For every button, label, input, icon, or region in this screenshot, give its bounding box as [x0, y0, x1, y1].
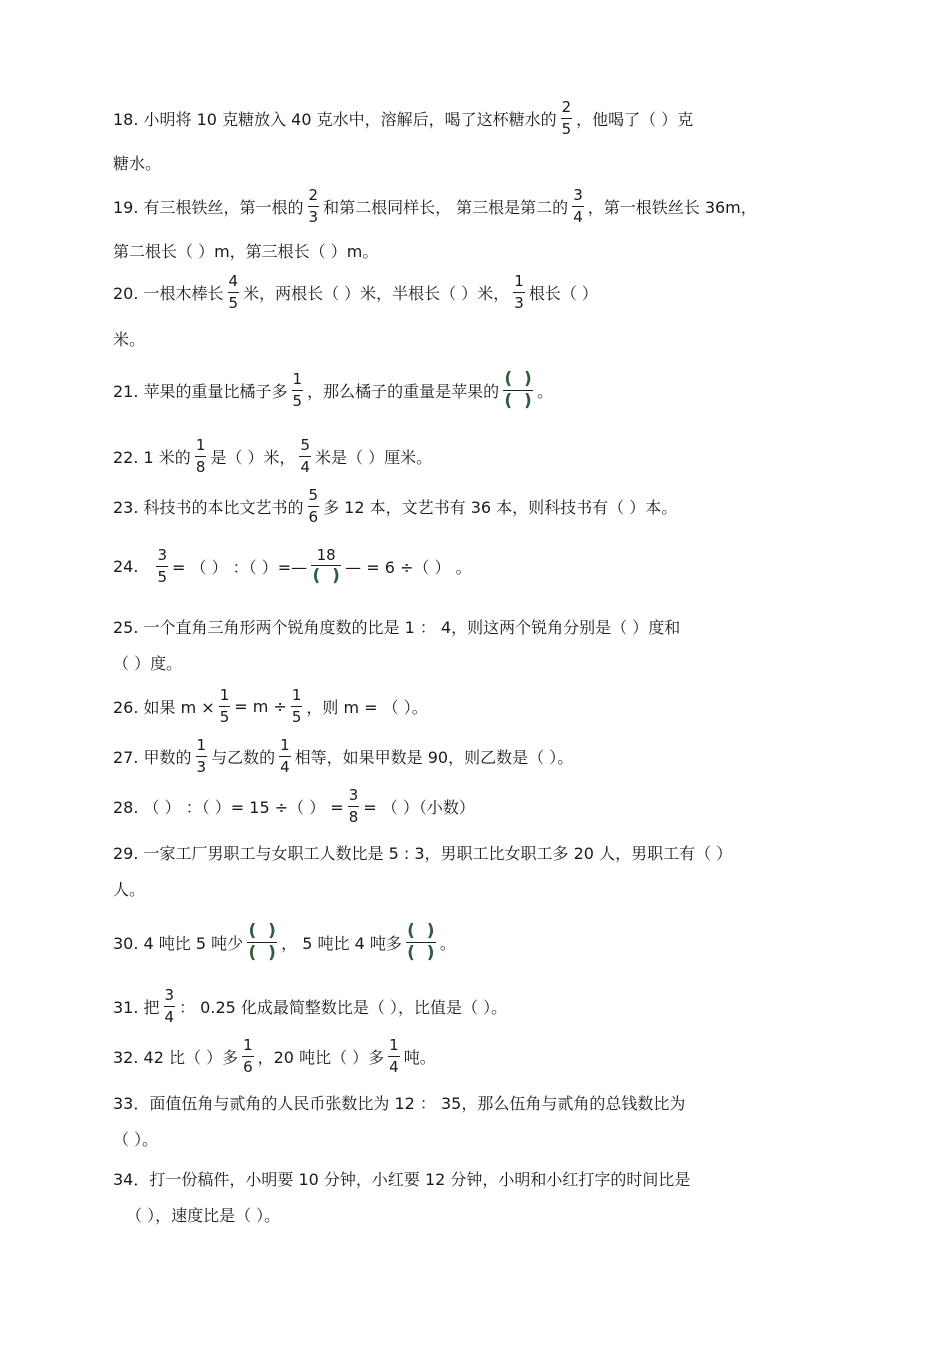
q26-text-a: 26. 如果 m ×: [113, 697, 215, 717]
q31-text-b: ： 0.25 化成最简整数比是（ ），比值是（ ）。: [179, 997, 508, 1017]
q27-text-a: 27. 甲数的: [113, 747, 192, 767]
q20-fraction-2: $\frac{1}{3}$: [514, 271, 524, 312]
q20-fraction-1: $\frac{4}{5}$: [228, 271, 239, 312]
q21-fraction: $\frac{1}{5}$: [292, 369, 303, 410]
q28-fraction: $\frac{3}{8}$: [348, 785, 359, 826]
q26-fraction-1: $\frac{1}{5}$: [219, 685, 230, 726]
q20-text-b: 米，两根长（ ）米，半根长（ ）米，: [243, 283, 510, 303]
q24-blank-fraction[interactable]: $\frac{18}{( )}$: [312, 545, 340, 586]
q25-text-b: （ ）度。: [113, 653, 183, 673]
q30-text-b: ， 5 吨比 4 吨多: [281, 933, 402, 953]
q30-text-a: 30. 4 吨比 5 吨少: [113, 933, 244, 953]
q31-text-a: 31. 把: [113, 997, 160, 1017]
q24-text-a: 24.: [113, 556, 139, 576]
q21-text-b: ，那么橘子的重量是苹果的: [307, 381, 500, 401]
q30-text-c: 。: [439, 933, 456, 953]
question-34-cont: [126, 1192, 851, 1236]
q32-fraction-1: $\frac{1}{6}$: [243, 1035, 253, 1076]
q22-text-a: 22. 1 米的: [113, 447, 191, 467]
q32-text-c: 吨。: [403, 1047, 436, 1067]
q24-text-b: = （ ） ：（ ）=—: [172, 557, 308, 577]
question-33-cont: [113, 1116, 838, 1160]
question-21: [113, 368, 838, 412]
q21-text-a: 21. 苹果的重量比橘子多: [113, 381, 288, 401]
q29-text-a: 29. 一家工厂男职工与女职工人数比是 5 : 3，男职工比女职工多 20 人，男职工有（ ）: [113, 843, 733, 863]
question-19-cont: [113, 228, 838, 272]
q21-text-c: 。: [537, 381, 554, 401]
q33-text-b: （ ）。: [113, 1129, 159, 1149]
q34-text-a: 34．打一份稿件，小明要 10 分钟，小红要 12 分钟，小明和小红打字的时间比是: [113, 1169, 691, 1189]
q32-text-b: ，20 吨比（ ）多: [257, 1047, 385, 1067]
q27-fraction-1: $\frac{1}{3}$: [196, 735, 207, 776]
q23-fraction: $\frac{5}{6}$: [308, 485, 319, 526]
q18-text-c: 糖水。: [113, 153, 162, 173]
q31-fraction: $\frac{3}{4}$: [164, 985, 175, 1026]
q22-text-c: 米是（ ）厘米。: [315, 447, 433, 467]
q19-fraction-1: $\frac{2}{3}$: [308, 185, 319, 226]
question-18: [113, 96, 838, 140]
q19-text-d: 第二根长（ ）m，第三根长（ ）m。: [113, 241, 379, 261]
q21-blank-fraction[interactable]: $\frac{( )}{( )}$: [504, 368, 532, 411]
q28-text-b: = （ ）（小数）: [363, 797, 475, 817]
q23-text-a: 23. 科技书的本比文艺书的: [113, 497, 304, 517]
q26-text-b: = m ÷: [234, 696, 287, 716]
question-31: [113, 984, 838, 1028]
question-22: [113, 434, 838, 478]
question-24: [113, 544, 838, 588]
q32-fraction-2: $\frac{1}{4}$: [389, 1035, 399, 1076]
q18-text-b: ，他喝了（ ）克: [576, 109, 694, 129]
q26-fraction-2: $\frac{1}{5}$: [291, 685, 302, 726]
q28-text-a: 28. （ ） ：（ ）= 15 ÷（ ） =: [113, 797, 344, 817]
q19-text-a: 19. 有三根铁丝，第一根的: [113, 197, 304, 217]
question-30: [113, 920, 838, 964]
q29-text-b: 人。: [113, 879, 146, 899]
q24-text-c: — = 6 ÷（ ） 。: [345, 557, 472, 577]
question-32: [113, 1034, 838, 1078]
question-20: [113, 270, 838, 314]
question-27: [113, 734, 838, 778]
question-19: [113, 184, 838, 228]
q25-text-a: 25. 一个直角三角形两个锐角度数的比是 1 ： 4，则这两个锐角分别是（ ）度和: [113, 617, 681, 637]
q19-text-c: ，第一根铁丝长 36m，: [587, 197, 757, 217]
q27-text-c: 相等，如果甲数是 90，则乙数是（ ）。: [294, 747, 574, 767]
q22-text-b: 是（ ）米，: [210, 447, 296, 467]
q27-fraction-2: $\frac{1}{4}$: [280, 735, 290, 776]
q22-fraction-2: $\frac{5}{4}$: [300, 435, 310, 476]
question-18-cont: [113, 140, 838, 184]
question-28: [113, 784, 838, 828]
q22-fraction-1: $\frac{1}{8}$: [195, 435, 206, 476]
q30-blank-fraction-1[interactable]: $\frac{( )}{( )}$: [248, 920, 276, 963]
question-25-cont: [113, 640, 838, 684]
q20-text-a: 20. 一根木棒长: [113, 283, 224, 303]
q26-text-c: ，则 m = （ ）。: [306, 697, 428, 717]
q32-text-a: 32. 42 比（ ）多: [113, 1047, 239, 1067]
q33-text-a: 33．面值伍角与贰角的人民币张数比为 12 ： 35，那么伍角与贰角的总钱数比为: [113, 1093, 686, 1113]
q20-text-d: 米。: [113, 329, 146, 349]
q27-text-b: 与乙数的: [211, 747, 276, 767]
q24-fraction-1: $\frac{3}{5}$: [157, 545, 167, 586]
question-26: [113, 684, 838, 728]
question-20-cont: [113, 316, 838, 360]
q19-text-b: 和第二根同样长， 第三根是第二的: [323, 197, 569, 217]
q19-fraction-2: $\frac{3}{4}$: [573, 185, 583, 226]
q30-blank-fraction-2[interactable]: $\frac{( )}{( )}$: [407, 920, 435, 963]
q23-text-b: 多 12 本，文艺书有 36 本，则科技书有（ ）本。: [323, 497, 678, 517]
q18-text-a: 18. 小明将 10 克糖放入 40 克水中，溶解后，喝了这杯糖水的: [113, 109, 557, 129]
q34-text-b: （ ），速度比是（ ）。: [126, 1205, 281, 1225]
question-29-cont: [113, 866, 838, 910]
q18-fraction: $\frac{2}{5}$: [561, 97, 572, 138]
q20-text-c: 根长（ ）: [528, 283, 598, 303]
question-23: [113, 484, 838, 528]
